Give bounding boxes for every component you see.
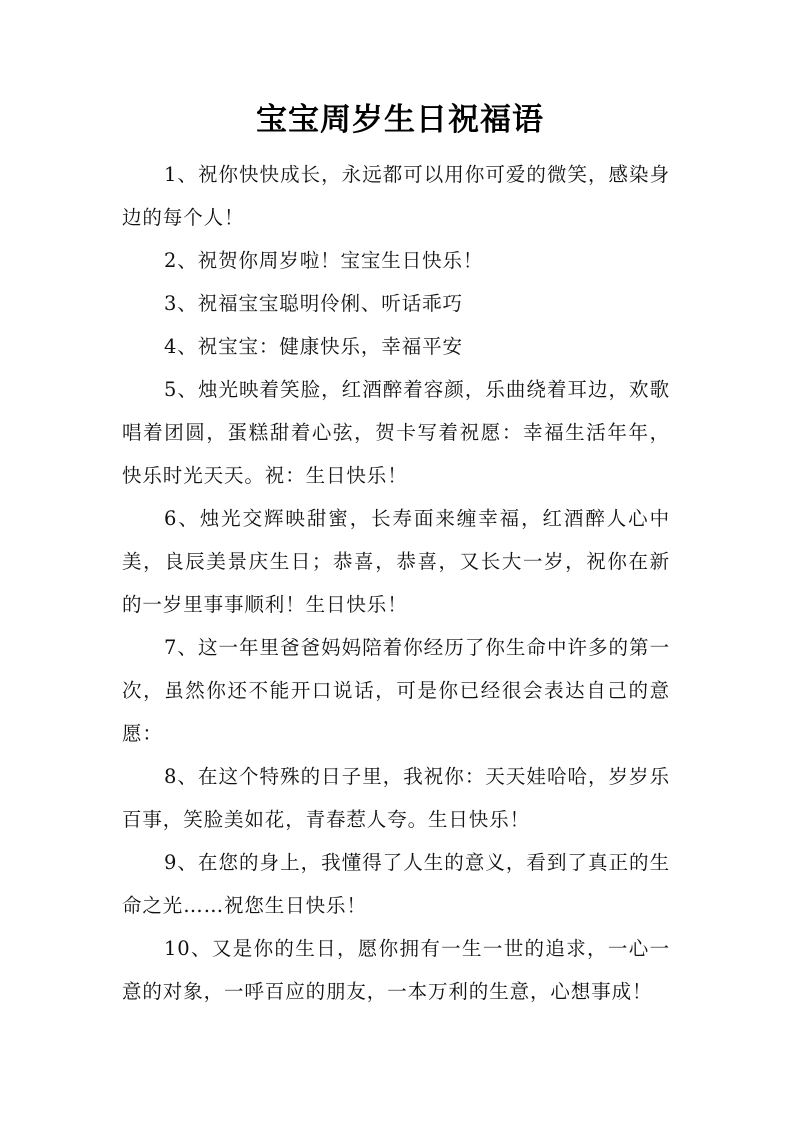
- wish-paragraph-2: 2、祝贺你周岁啦！宝宝生日快乐！: [164, 249, 484, 272]
- wish-paragraph-10: 10、又是你的生日，愿你拥有一生一世的追求，一心一意的对象，一呼百应的朋友，一本万利的生意，心想事成！: [122, 937, 670, 1003]
- wish-paragraph-1: 1、祝你快快成长，永远都可以用你可爱的微笑，感染身边的每个人！: [122, 163, 670, 229]
- wish-paragraph-5: 5、烛光映着笑脸，红酒醉着容颜，乐曲绕着耳边，欢歌唱着团圆，蛋糕甜着心弦，贺卡写着祝愿：幸福生活年年，快乐时光天天。祝：生日快乐！: [122, 378, 670, 487]
- wish-paragraph-4: 4、祝宝宝：健康快乐，幸福平安: [164, 335, 463, 358]
- document-title: 宝宝周岁生日祝福语: [256, 102, 544, 138]
- wish-paragraph-8: 8、在这个特殊的日子里，我祝你：天天娃哈哈，岁岁乐百事，笑脸美如花，青春惹人夸。生日快乐！: [122, 765, 670, 831]
- wish-paragraph-7: 7、这一年里爸爸妈妈陪着你经历了你生命中许多的第一次，虽然你还不能开口说话，可是你已经很会表达自己的意愿：: [122, 636, 670, 745]
- document-body: [122, 153, 670, 1013]
- wish-paragraph-6: 6、烛光交辉映甜蜜，长寿面来缠幸福，红酒醉人心中美，良辰美景庆生日；恭喜，恭喜，又长大一岁，祝你在新的一岁里事事顺利！生日快乐！: [122, 507, 670, 616]
- wish-paragraph-3: 3、祝福宝宝聪明伶俐、听话乖巧: [164, 292, 463, 315]
- wish-paragraph-9: 9、在您的身上，我懂得了人生的意义，看到了真正的生命之光……祝您生日快乐！: [122, 851, 670, 917]
